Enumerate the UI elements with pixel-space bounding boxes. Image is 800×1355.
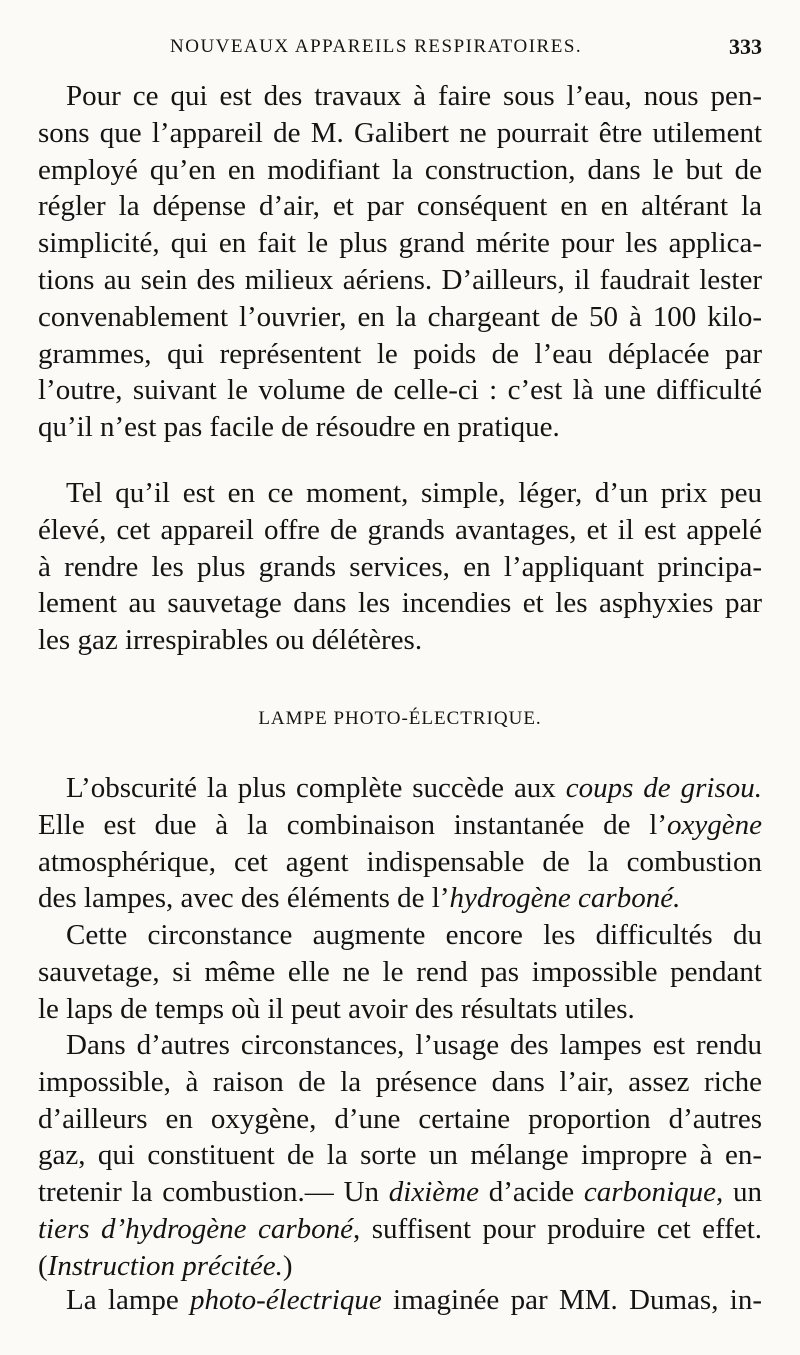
text-run: , un xyxy=(715,1176,762,1209)
text-run: tretenir la combustion.— Un xyxy=(38,1176,389,1209)
text-run: imaginée par MM. Dumas, in- xyxy=(381,1284,762,1316)
section-heading: LAMPE PHOTO-ÉLECTRIQUE. xyxy=(258,708,542,729)
text-line: régler la dépense d’air, et par conséquent en en altérant la xyxy=(38,190,762,223)
running-title: NOUVEAUX APPAREILS RESPIRATOIRES. xyxy=(170,36,583,57)
text-line: qu’il n’est pas facile de résoudre en pratique. xyxy=(38,411,560,444)
text-run: d’acide xyxy=(478,1176,584,1209)
text-line: employé qu’en en modifiant la construction, dans le but de xyxy=(38,153,762,186)
text-line xyxy=(38,770,762,807)
text-line: atmosphérique, cet agent indispensable de la combustion xyxy=(38,845,762,878)
text-line xyxy=(38,807,762,844)
text-run: L’obscurité la plus complète succède aux xyxy=(66,772,566,804)
italic-run: carbonique xyxy=(583,1176,716,1209)
text-line: les gaz irrespirables ou délétères. xyxy=(38,624,423,657)
italic-run: photo-électrique xyxy=(190,1284,382,1316)
text-line: Cette circonstance augmente encore les difficultés du xyxy=(66,919,762,951)
text-line xyxy=(38,1174,762,1211)
text-line: Tel qu’il est en ce moment, simple, léger, d’un prix peu xyxy=(66,477,762,509)
text-line: l’outre, suivant le volume de celle-ci : c’est là une difficulté xyxy=(38,374,762,407)
text-line: gaz, qui constituent de la sorte un mélange impropre à en- xyxy=(38,1139,762,1172)
paragraph-appareil-advantages xyxy=(38,475,762,659)
italic-run: oxygène xyxy=(667,808,762,841)
text-line: sons que l’appareil de M. Galibert ne pourrait être utilement xyxy=(38,116,762,149)
text-line: lement au sauvetage dans les incendies et les asphyxies par xyxy=(38,587,762,620)
paragraph-lampe-photo-electrique xyxy=(38,1282,762,1319)
text-line xyxy=(38,1211,762,1248)
text-line: Dans d’autres circonstances, l’usage des lampes est rendu xyxy=(66,1029,762,1061)
text-run: ) xyxy=(282,1249,293,1282)
text-line: grammes, qui représentent le poids de l’eau déplacée par xyxy=(38,337,762,370)
text-run: ( xyxy=(38,1249,48,1282)
text-line: Pour ce qui est des travaux à faire sous l’eau, nous pen- xyxy=(66,80,762,112)
text-line: sauvetage, si même elle ne le rend pas impossible pendant xyxy=(38,955,762,988)
italic-run: hydrogène carboné. xyxy=(449,882,681,915)
text-run: La lampe xyxy=(66,1284,191,1316)
page-number: 333 xyxy=(729,34,762,59)
paragraph-obscurite xyxy=(38,770,762,917)
text-line: d’ailleurs en oxygène, d’une certaine proportion d’autres xyxy=(38,1102,762,1135)
text-line: élevé, cet appareil offre de grands avantages, et il est appelé xyxy=(38,513,762,546)
paragraph-autres-circonstances xyxy=(38,1027,762,1285)
paragraph-circonstance xyxy=(38,917,762,1027)
text-line: convenablement l’ouvrier, en la chargeant de 50 à 100 kilo- xyxy=(38,300,762,333)
text-run: , suffisent pour produire cet effet. xyxy=(353,1212,762,1245)
text-run: des lampes, avec des éléments de l’ xyxy=(38,882,450,915)
text-line xyxy=(38,1282,762,1319)
text-line: impossible, à raison de la présence dans l’air, assez riche xyxy=(38,1065,762,1098)
italic-run: dixième xyxy=(388,1176,479,1209)
text-line: simplicité, qui en fait le plus grand mérite pour les applica- xyxy=(38,227,762,260)
text-line: le laps de temps où il peut avoir des résultats utiles. xyxy=(38,992,635,1025)
text-line: tions au sein des milieux aériens. D’ailleurs, il faudrait lester xyxy=(38,263,762,296)
text-run: Elle est due à la combinaison instantanée de l’ xyxy=(38,808,667,841)
text-line xyxy=(38,1248,762,1285)
text-line: à rendre les plus grands services, en l’appliquant principa- xyxy=(38,550,762,583)
text-line xyxy=(38,880,762,917)
italic-run: Instruction précitée. xyxy=(47,1249,283,1282)
italic-run: coups de grisou. xyxy=(565,772,762,804)
page-header xyxy=(40,30,770,70)
paragraph-galibert-underwater xyxy=(38,78,762,446)
italic-run: tiers d’hydrogène carboné xyxy=(38,1212,354,1245)
